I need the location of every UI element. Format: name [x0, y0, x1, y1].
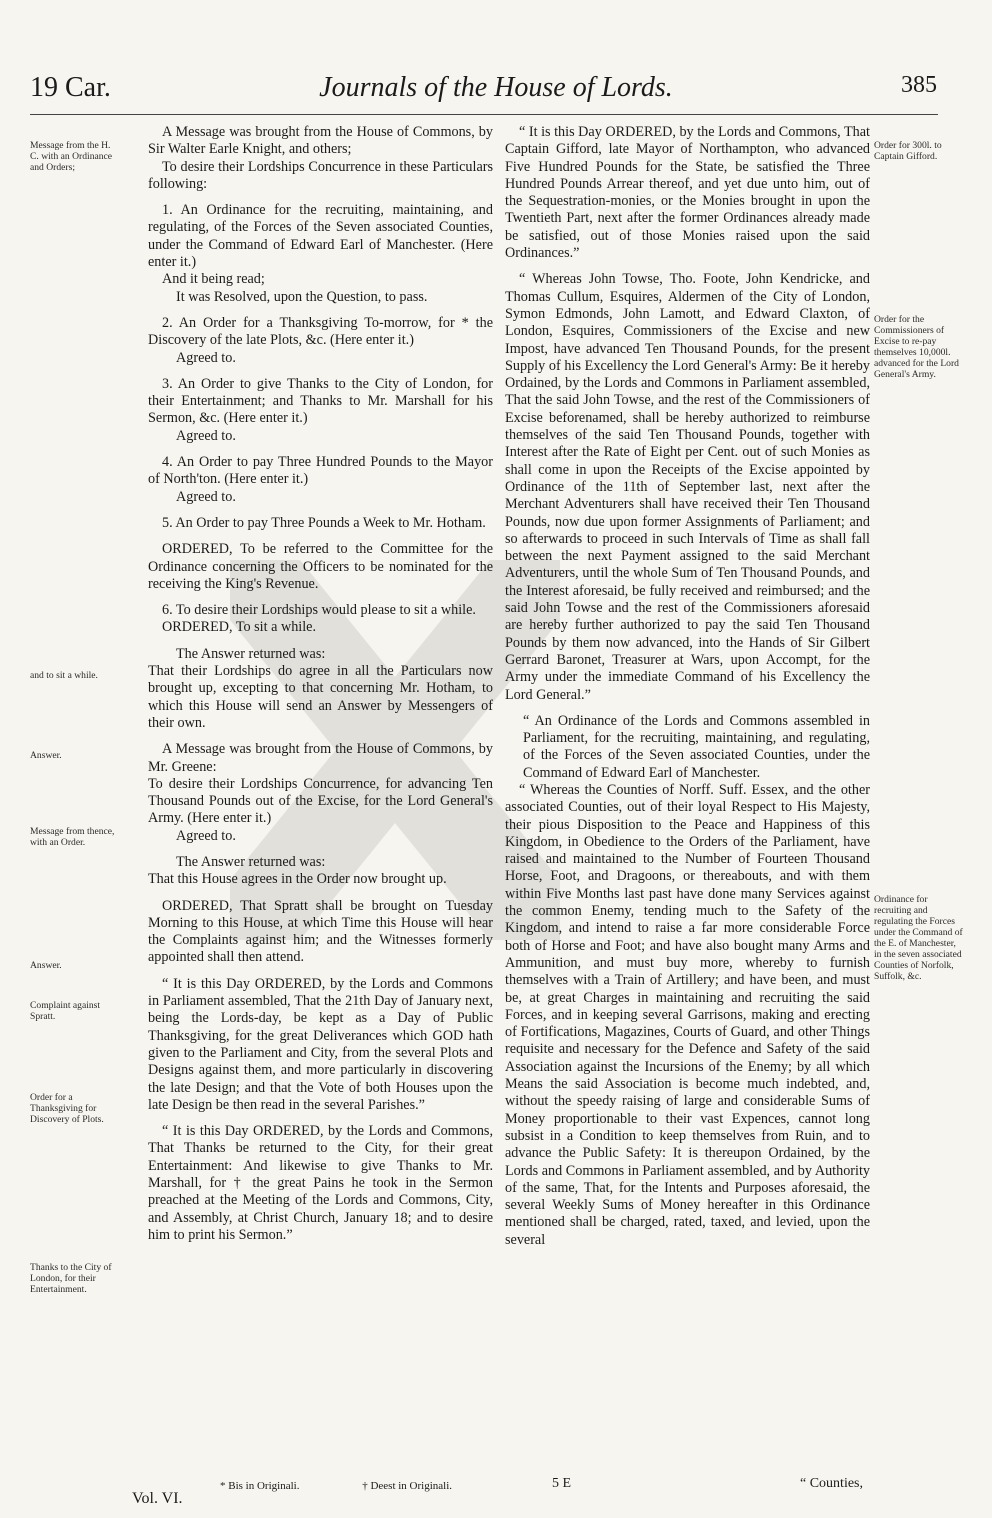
- gifford-order-para: “ It is this Day ORDERED, by the Lords and Commons, That Captain Gifford, late Mayor of Northampton, who advanced Five Hundred Pounds for the State, be satisfied the Three Hundred Pounds Arrear thereof, and yet due unto him, out of the Sequestration-monies, or the Monies brought in upon the Twentieth Part, next after the former Ordinances already made be satisfied, out of those Monies raised upon the said Ordinances.”: [505, 124, 870, 262]
- item-4-para: 4. An Order to pay Three Hundred Pounds to the Mayor of North'ton. (Here enter it.): [148, 454, 493, 488]
- footnote-deest: † Deest in Originali.: [362, 1480, 453, 1492]
- answer-text-para: That their Lordships do agree in all the Particulars now brought up, excepting to that concerning Mr. Hotham, to which this House will send an Answer by Messengers of their own.: [148, 663, 493, 731]
- answer-text-para: That this House agrees in the Order now brought up.: [148, 871, 447, 888]
- item-6-para: 6. To desire their Lordships would please to sit a while.: [162, 602, 476, 619]
- right-column: [505, 124, 870, 1249]
- agreed-para: Agreed to.: [176, 488, 236, 505]
- ordered-refer-para: ORDERED, To be referred to the Committee for the Ordinance concerning the Officers to be nominated for the receiving the King's Revenue.: [148, 541, 493, 592]
- being-read-para: And it being read;: [162, 271, 265, 288]
- excise-reimburse-para: “ Whereas John Towse, Tho. Foote, John Kendricke, and Thomas Cullum, Esquires, Aldermen of the City of London, Symon Edmonds, John Lamott, and Edward Claxton, of London, Esquires, Commissioners of the Excise and new Impost, have advanced Ten Thousand Pounds, for the present Supply of his Excellency the Lord General's Army: Be it hereby Ordained, by the Lords and Commons in Parliament assembled, That the said John Towse, and the rest of the Commissioners of Excise beforenamed, shall be hereby authorized to reimburse themselves of the said Ten Thousand Pounds, together with Interest after the Rate of Eight per Cent. out of such Monies as shall come in upon the Receipts of the Excise appointed by Ordinance of the 11th of September last, next after the Merchant Adventurers shall have received their Ten Thousand Pounds, now due upon former Assignments of Parliament; and so afterwards to proceed in such Intervals of Time as shall fall between the next Payment assigned to the said Merchant Adventurers, until the whole Sum of Ten Thousand Pounds, and the Interest aforesaid, be fully received and reimbursed; and the said John Towse and the rest of the Commissioners aforesaid are hereby further authorized to pay the said Ten Thousand Pounds by them now advanced, into the Hands of Sir Gilbert Gerrard Baronet, Treasurer at Wars, upon Accompt, for the Army under the immediate Command of his Excellency the Lord General.”: [505, 271, 870, 703]
- page-number: 385: [901, 72, 937, 98]
- margin-note: and to sit a while.: [30, 670, 98, 681]
- item-2-para: 2. An Order for a Thanksgiving To-morrow, for * the Discovery of the late Plots, &c. (Here enter it.): [148, 314, 493, 349]
- item-1-para: 1. An Ordinance for the recruiting, maintaining, and regulating, of the Forces of the Seven associated Counties, under the Command of Edward Earl of Manchester. (Here enter it.): [148, 202, 493, 271]
- signature-mark: 5 E: [552, 1476, 572, 1491]
- answer-returned-para: The Answer returned was:: [176, 853, 326, 870]
- margin-note: Complaint against Spratt.: [30, 1000, 101, 1022]
- catchword: “ Counties,: [800, 1476, 863, 1491]
- volume-label: Vol. VI.: [132, 1490, 183, 1507]
- journal-title: Journals of the House of Lords.: [319, 72, 673, 103]
- footnote-bis: * Bis in Originali.: [220, 1480, 300, 1492]
- spratt-order-para: ORDERED, That Spratt shall be brought on Tuesday Morning to this House, at which Time this House will hear the Complaints against him; and the Witnesses formerly appointed shall then attend.: [148, 897, 493, 966]
- agreed-para: Agreed to.: [176, 427, 236, 444]
- ordered-sit-para: ORDERED, To sit a while.: [162, 619, 317, 636]
- margin-note: Thanks to the City of London, for their Entertainment.: [30, 1262, 112, 1295]
- agreed-para: Agreed to.: [176, 349, 236, 366]
- margin-note: Answer.: [30, 750, 62, 761]
- desire-concurrence-para: To desire their Lordships Concurrence in these Particulars following:: [148, 158, 493, 192]
- item-3-para: 3. An Order to give Thanks to the City of London, for their Entertainment; and Thanks to Mr. Marshall for his Sermon, &c. (Here enter it.): [148, 375, 493, 427]
- page-header: [0, 66, 992, 110]
- margin-note: Ordinance for recruiting and regulating the Forces under the Command of the E. of Manchester, in the seven associated Counties of Norfolk, Suffolk, &c.: [874, 894, 963, 982]
- margin-note: Order for a Thanksgiving for Discovery of Plots.: [30, 1092, 104, 1125]
- margin-note: Message from the H. C. with an Ordinance and Orders;: [30, 140, 113, 173]
- excise-desire-para: To desire their Lordships Concurrence, for advancing Ten Thousand Pounds out of the Excise, for the Lord General's Army. (Here enter it.): [148, 775, 493, 827]
- margin-note: Order for the Commissioners of Excise to re-pay themselves 10,000l. advanced for the Lord General's Army.: [874, 314, 959, 380]
- ordinance-body-para: “ Whereas the Counties of Norff. Suff. Essex, and the other associated Counties, out of their loyal Respect to His Majesty, their pious Disposition to the Peace and Happiness of this Kingdom, in Obedience to the Orders of the Parliament, have raised and maintained to the Number of Fourteen Thousand Horse, Foot, and Dragoons, or thereabouts, and with them within Five Months last past have done many Services against the common Enemy, tending much to the Safety of the Kingdom, and intend to raise a far more considerable Force both of Horse and Foot; and have also bought many Arms and Ammunition, and must buy more, whereby to furnish themselves with a Train of Artillery; and have been, and must be, at great Charges in maintaining and recruiting the said Forces, and in keeping several Garrisons, making and erecting of Fortifications, Magazines, Courts of Guard, and other Things requisite and necessary for the Defence and Safety of the said Association against the Incursions of the Enemy; by all which Means the said Association is become much indebted, and, without the speedy raising of large and considerable Sums of Money proportionable to their vast Expences, cannot long subsist in a Condition to keep themselves from Ruin, and to advance the Public Safety: It is thereupon Ordained, by the Lords and Commons in Parliament assembled, and by Authority of the same, That, for the Intents and Purposes aforesaid, the several Weekly Sums of Money hereafter in this Ordinance mentioned shall be charged, rated, taxed, and levied, upon the several: [505, 781, 870, 1248]
- margin-note: Answer.: [30, 960, 62, 971]
- ordinance-title-para: “ An Ordinance of the Lords and Commons assembled in Parliament, for the recruiting, maintaining, and regulating, of the Forces of the Seven associated Counties, under the Command of Edward Earl of Manchester.: [523, 712, 870, 781]
- answer-returned-para: The Answer returned was:: [176, 645, 326, 662]
- left-column: [148, 124, 493, 1244]
- resolved-para: It was Resolved, upon the Question, to pass.: [176, 288, 428, 305]
- agreed-para: Agreed to.: [176, 827, 236, 844]
- message-greene-para: A Message was brought from the House of Commons, by Mr. Greene:: [148, 741, 493, 775]
- regnal-year: 19 Car.: [30, 72, 111, 103]
- thanks-city-order-para: “ It is this Day ORDERED, by the Lords and Commons, That Thanks be returned to the City, for their great Entertainment: And likewise to give Thanks to Mr. Marshall, for † the great Pains he took in the Sermon preached at the Meeting of the Lords and Commons, City, and Assembly, at Christ Church, January 18; and to desire him to print his Sermon.”: [148, 1123, 493, 1243]
- header-rule: [30, 114, 938, 115]
- message-commons-para: A Message was brought from the House of Commons, by Sir Walter Earle Knight, and others;: [148, 124, 493, 158]
- margin-note: Message from thence, with an Order.: [30, 826, 115, 848]
- thanksgiving-order-para: “ It is this Day ORDERED, by the Lords and Commons in Parliament assembled, That the 21th Day of January next, being the Lords-day, be kept as a Day of Public Thanksgiving, for the great Deliverances which GOD hath given to the Parliament and City, from the several Plots and Designs against them, and more particularly in discovering the late Design; and that the Vote of both Houses upon the late Design be then read in the several Parishes.”: [148, 975, 493, 1113]
- item-5-para: 5. An Order to pay Three Pounds a Week to Mr. Hotham.: [162, 514, 486, 531]
- margin-note: Order for 300l. to Captain Gifford.: [874, 140, 942, 162]
- footnotes: [220, 1480, 520, 1492]
